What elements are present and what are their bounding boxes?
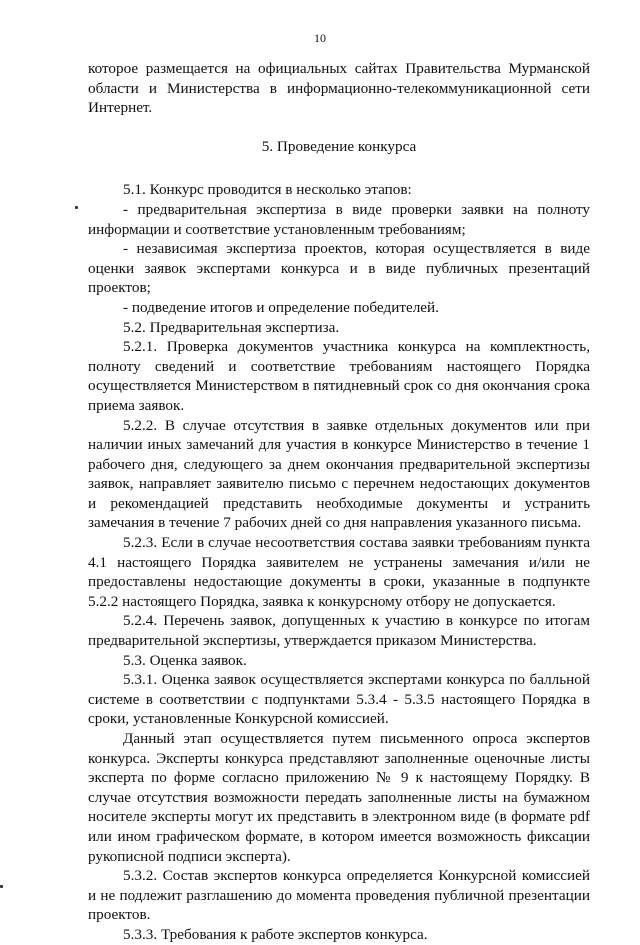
paragraph-survey: Данный этап осуществляется путем письменного опроса экспертов конкурса. Эксперты конкурса представляют заполненные оценочные листы эксперта по форме согласно приложению № 9 к настоящему Порядку. В случае отсутствия возможности передать заполненные листы на бумажном носителе эксперты могут их представить в электронном виде (в формате pdf или ином графическом формате, в котором имеется возможность фиксации рукописной подписи эксперта). bbox=[88, 730, 590, 865]
paragraph-5-3-2: 5.3.2. Состав экспертов конкурса определяется Конкурсной комиссией и не подлежит разглашению до момента проведения публичной презентации проектов. bbox=[88, 867, 590, 924]
paragraph-5-2-2: 5.2.2. В случае отсутствия в заявке отдельных документов или при наличии иных замечаний для участия в конкурсе Министерство в течение 1 рабочего дня, следующего за днем окончания предварительной экспертизы заявок, направляет заявителю письмо с перечнем недостающих документов и рекомендацией представить необходимые документы и устранить замечания в течение 7 рабочих дней со дня направления указанного письма. bbox=[88, 416, 590, 532]
list-item-independent-expertise: - независимая экспертиза проектов, которая осуществляется в виде оценки заявок экспертами конкурса и в виде публичных презентаций проектов; bbox=[88, 240, 590, 297]
paragraph-5-2: 5.2. Предварительная экспертиза. bbox=[123, 318, 340, 336]
scan-artifact bbox=[0, 885, 3, 888]
paragraph-5-3-3: 5.3.3. Требования к работе экспертов конкурса. bbox=[123, 925, 428, 943]
paragraph-5-2-3: 5.2.3. Если в случае несоответствия состава заявки требованиям пункта 4.1 настоящего Порядка заявителем не устранены замечания и/или не предоставлены недостающие документы в сроки, указанные в подпункте 5.2.2 настоящего Порядка, заявка к конкурсному отбору не допускается. bbox=[88, 534, 590, 610]
paragraph-5-2-4: 5.2.4. Перечень заявок, допущенных к участию в конкурсе по итогам предварительной экспертизы, утверждается приказом Министерства. bbox=[88, 612, 590, 650]
intro-paragraph: которое размещается на официальных сайтах Правительства Мурманской области и Министерства в информационно-телекоммуникационной сети Интернет. bbox=[88, 60, 590, 117]
list-item-results: - подведение итогов и определение победителей. bbox=[123, 298, 439, 316]
paragraph-5-2-1: 5.2.1. Проверка документов участника конкурса на комплектность, полноту сведений и соответствие требованиям настоящего Порядка осуществляется Министерством в пятидневный срок со дня окончания срока приема заявок. bbox=[88, 338, 590, 414]
section-title: 5. Проведение конкурса bbox=[261, 137, 417, 155]
paragraph-5-3: 5.3. Оценка заявок. bbox=[123, 651, 247, 669]
paragraph-5-1: 5.1. Конкурс проводится в несколько этапов: bbox=[123, 181, 412, 199]
page-number: 10 bbox=[314, 31, 326, 45]
list-item-preliminary-expertise: - предварительная экспертиза в виде проверки заявки на полноту информации и соответствие установленным требованиям; bbox=[88, 200, 590, 238]
scan-artifact bbox=[75, 206, 78, 209]
document-body bbox=[88, 59, 590, 945]
paragraph-5-3-1: 5.3.1. Оценка заявок осуществляется экспертами конкурса по балльной системе в соответствии с подпунктами 5.3.4 - 5.3.5 настоящего Порядка в сроки, установленные Конкурсной комиссией. bbox=[88, 671, 590, 728]
